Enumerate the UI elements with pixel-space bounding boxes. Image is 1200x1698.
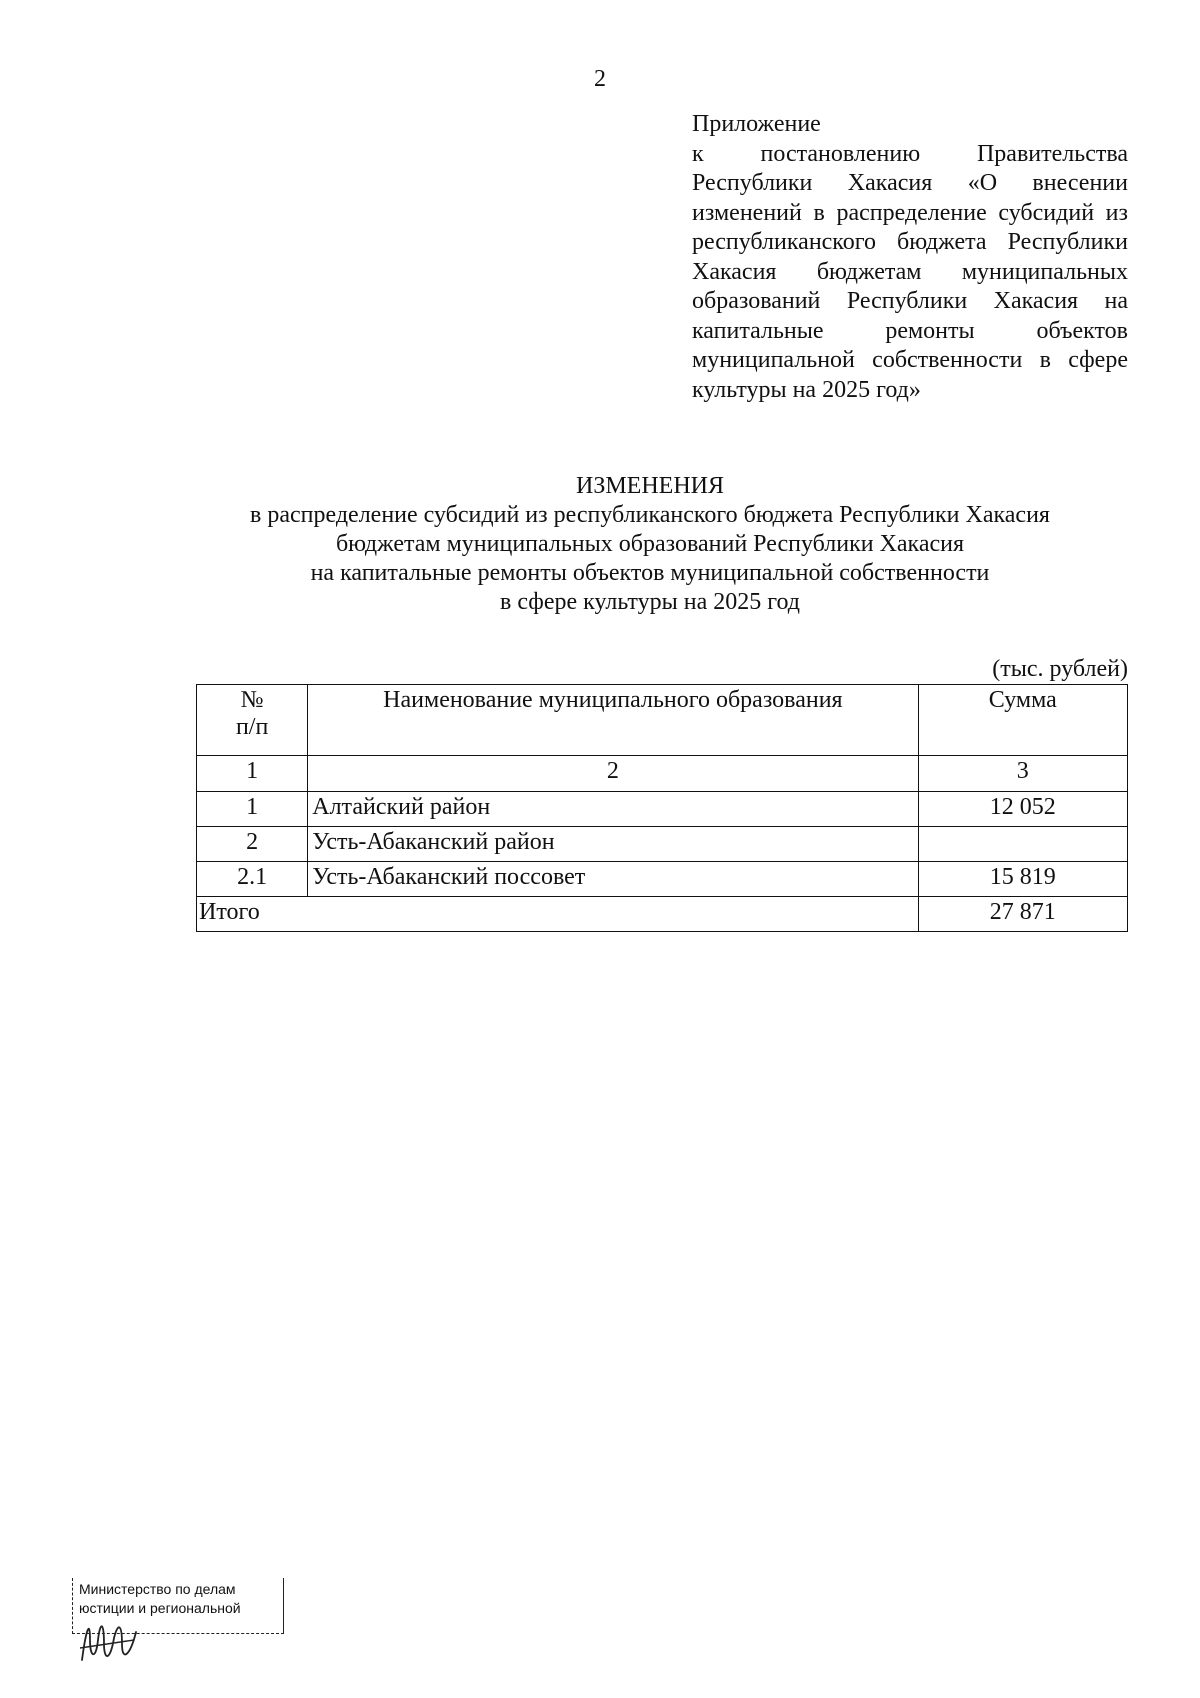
title-line: бюджетам муниципальных образований Республики Хакасия <box>335 531 965 557</box>
title-line: в распределение субсидий из республиканского бюджета Республики Хакасия <box>250 502 1050 528</box>
title-line: в сфере культуры на 2025 год <box>500 589 800 615</box>
row-sum: 15 819 <box>918 862 1127 897</box>
unit-note: (тыс. рублей) <box>992 656 1128 682</box>
row-name: Усть-Абаканский район <box>308 827 918 862</box>
total-label: Итого <box>197 897 919 932</box>
subsidy-table <box>196 684 1128 932</box>
row-name: Усть-Абаканский поссовет <box>308 862 918 897</box>
header-number-abbr: п/п <box>235 714 269 740</box>
column-index: 2 <box>308 756 918 792</box>
row-number: 2.1 <box>197 862 308 897</box>
column-index-row <box>197 756 1128 792</box>
document-title <box>0 472 1200 617</box>
signature-icon <box>76 1610 146 1666</box>
stamp-line: юстиции и региональной <box>79 1600 241 1616</box>
total-sum: 27 871 <box>918 897 1127 932</box>
row-number: 1 <box>197 792 308 827</box>
page-number: 2 <box>594 66 606 92</box>
total-row <box>197 897 1128 932</box>
table-header-row <box>197 685 1128 756</box>
title-heading: ИЗМЕНЕНИЯ <box>575 473 725 499</box>
table-row <box>197 792 1128 827</box>
header-name: Наименование муниципального образования <box>308 685 918 756</box>
table-row <box>197 862 1128 897</box>
row-name: Алтайский район <box>308 792 918 827</box>
column-index: 3 <box>918 756 1127 792</box>
appendix-title: Приложение <box>692 111 821 137</box>
header-number <box>197 685 308 756</box>
appendix-text: к постановлению Правительства Республики Хакасия «О внесении изменений в распределение субсидий из республиканского бюджета Республики Хакасия бюджетам муниципальных образований Республики Хакасия на капитальные ремонты объектов муниципальной собственности в сфере культуры на 2025 год» <box>692 140 1128 403</box>
column-index: 1 <box>197 756 308 792</box>
table-row <box>197 827 1128 862</box>
row-number: 2 <box>197 827 308 862</box>
header-sum: Сумма <box>918 685 1127 756</box>
stamp-line: Министерство по делам <box>79 1581 236 1597</box>
header-number-symbol: № <box>240 687 264 713</box>
title-line: на капитальные ремонты объектов муниципальной собственности <box>310 560 990 586</box>
row-sum: 12 052 <box>918 792 1127 827</box>
appendix-block <box>692 110 1128 405</box>
row-sum <box>918 827 1127 862</box>
